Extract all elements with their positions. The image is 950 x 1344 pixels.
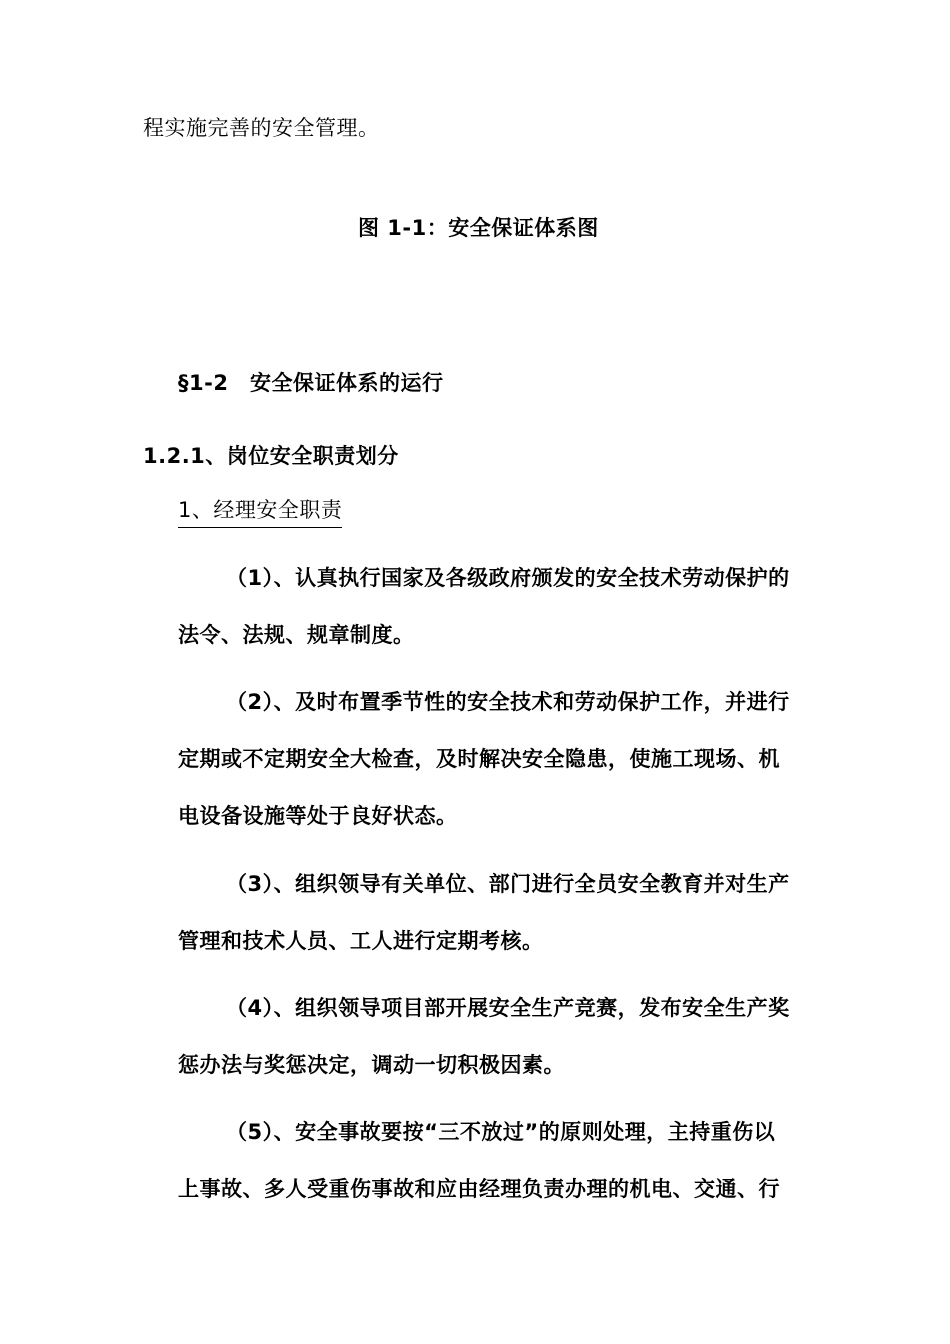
duty-item-5-line-1: （5）、安全事故要按“三不放过”的原则处理，主持重伤以 (226, 1120, 776, 1144)
duty-item-2-line-1: （2）、及时布置季节性的安全技术和劳动保护工作，并进行 (226, 690, 790, 714)
subsection-heading: 1.2.1、岗位安全职责划分 (143, 444, 399, 468)
duty-item-2-line-2: 定期或不定期安全大检查，及时解决安全隐患，使施工现场、机 (178, 747, 780, 771)
duty-item-2-line-3: 电设备设施等处于良好状态。 (178, 804, 458, 828)
duty-item-1-line-2: 法令、法规、规章制度。 (178, 623, 415, 647)
duty-item-3-line-2: 管理和技术人员、工人进行定期考核。 (178, 929, 544, 953)
duty-item-4-line-1: （4）、组织领导项目部开展安全生产竞赛，发布安全生产奖 (226, 996, 790, 1020)
duty-item-1-line-1: （1）、认真执行国家及各级政府颁发的安全技术劳动保护的 (226, 566, 790, 590)
intro-text-tail: 程实施完善的安全管理。 (143, 116, 380, 140)
duty-item-5-line-2: 上事故、多人受重伤事故和应由经理负责办理的机电、交通、行 (178, 1177, 780, 1201)
duty-item-4-line-2: 惩办法与奖惩决定，调动一切积极因素。 (178, 1053, 565, 1077)
section-heading: §1-2 安全保证体系的运行 (178, 371, 444, 395)
figure-caption: 图 1-1：安全保证体系图 (358, 216, 599, 240)
duty-item-3-line-1: （3）、组织领导有关单位、部门进行全员安全教育并对生产 (226, 872, 790, 896)
sub-subsection-heading: 1、经理安全职责 (178, 495, 342, 528)
